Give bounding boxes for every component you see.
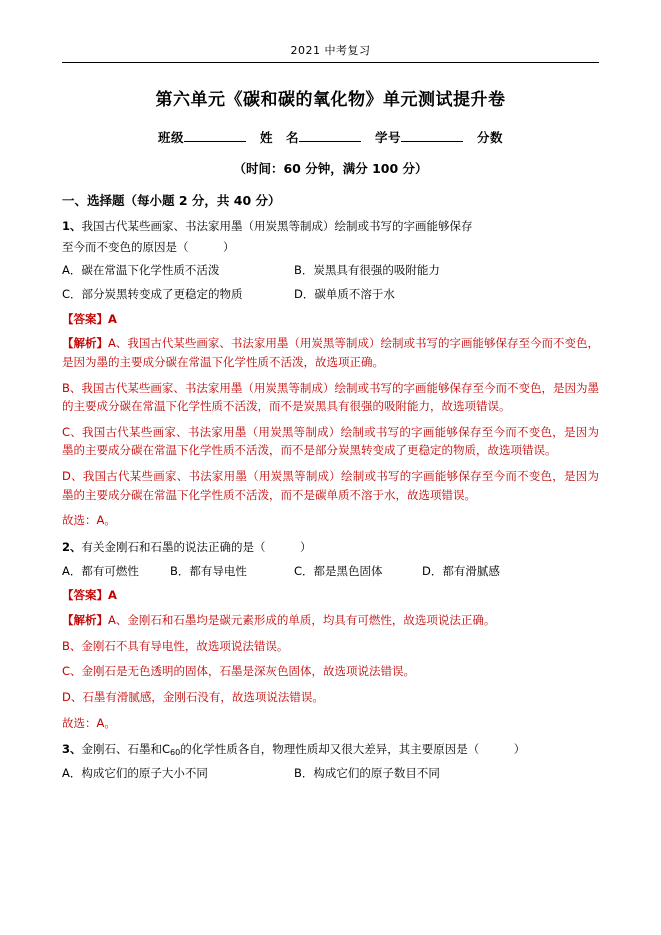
question-2: [62, 539, 599, 556]
question-2-answer-label: 【答案】: [62, 588, 108, 603]
question-3-stem-subscript: 60: [170, 748, 181, 758]
question-1-option-a[interactable]: A．碳在常温下化学性质不活泼: [62, 263, 220, 278]
question-3-stem-prefix: 金刚石、石墨和C: [81, 742, 171, 757]
question-2-option-d[interactable]: D．都有滑腻感: [422, 563, 500, 578]
id-label: 学号: [375, 130, 402, 145]
question-2-analysis-p3: C、金刚石是无色透明的固体，石墨是深灰色固体，故选项说法错误。: [62, 664, 416, 679]
question-2-option-c[interactable]: C．都是黑色固体: [294, 563, 383, 578]
question-1-analysis: [62, 334, 599, 530]
question-1-analysis-text-1: A、我国古代某些画家、书法家用墨（用炭黑等制成）绘制或书写的字画能够保存至今而不变色，是因为墨的主要成分碳在常温下化学性质不活泼，故选项正确。: [62, 336, 599, 369]
question-2-answer-value: A: [108, 588, 117, 603]
question-1-option-c[interactable]: C．部分炭黑转变成了更稳定的物质: [62, 287, 243, 302]
exam-time-line: （时间：60 分钟，满分 100 分）: [233, 161, 428, 176]
question-2-stem: 有关金刚石和石墨的说法正确的是（ ）: [81, 539, 312, 554]
question-2-analysis: [62, 611, 599, 732]
question-1-number: 1、: [62, 219, 82, 233]
class-blank: [184, 141, 246, 142]
question-1-analysis-p4: D、我国古代某些画家、书法家用墨（用炭黑等制成）绘制或书写的字画能够保存至今而不变色，是因为墨的主要成分碳在常温下化学性质不活泼，而不是碳单质不溶于水，故选项错误。: [62, 469, 599, 502]
name-label: 姓 名: [259, 130, 299, 145]
question-1-analysis-p3: C、我国古代某些画家、书法家用墨（用炭黑等制成）绘制或书写的字画能够保存至今而不变色，是因为墨的主要成分碳在常温下化学性质不活泼，而不是部分炭黑转变成了更稳定的物质，故选项错误。: [62, 424, 599, 458]
question-3-option-a[interactable]: A．构成它们的原子大小不同: [62, 765, 208, 780]
question-1-answer-label: 【答案】: [62, 311, 108, 326]
question-2-options-row1: [62, 563, 599, 580]
question-2-analysis-p5: 故选：A。: [62, 715, 116, 730]
question-3-options-row1: [62, 765, 599, 782]
question-2-answer: [62, 587, 599, 604]
question-3-stem-suffix: 的化学性质各自，物理性质却又很大差异，其主要原因是（ ）: [180, 742, 526, 757]
question-2-analysis-p2: B、金刚石不具有导电性，故选项说法错误。: [62, 638, 289, 653]
question-2-analysis-text-1: A、金刚石和石墨均是碳元素形成的单质，均具有可燃性，故选项说法正确。: [108, 613, 496, 627]
question-1-analysis-p5: 故选：A。: [62, 513, 116, 528]
class-label: 班级: [157, 130, 184, 145]
question-1-analysis-p2: B、我国古代某些画家、书法家用墨（用炭黑等制成）绘制或书写的字画能够保存至今而不变色，是因为墨的主要成分碳在常温下化学性质不活泼，而不是炭黑具有很强的吸附能力，故选项错误。: [62, 380, 599, 414]
question-1-options-row2: [62, 286, 599, 303]
question-1-stem-line2-row: [62, 239, 599, 256]
question-2-number: 2、: [62, 539, 82, 554]
question-1: [62, 218, 599, 235]
question-1-analysis-label: 【解析】: [62, 336, 109, 351]
question-3-option-b[interactable]: B．构成它们的原子数目不同: [294, 765, 440, 780]
running-head-text: 2021 中考复习: [290, 44, 371, 57]
question-1-stem-line2: 至今而不变色的原因是（ ）: [62, 239, 235, 254]
question-1-option-d[interactable]: D．碳单质不溶于水: [294, 287, 395, 302]
question-2-option-a[interactable]: A．都有可燃性: [62, 563, 139, 578]
question-1-options-row1: [62, 262, 599, 279]
question-3: [62, 741, 599, 758]
question-1-answer-value: A: [108, 311, 117, 326]
question-2-analysis-p4: D、石墨有滑腻感，金刚石没有，故选项说法错误。: [62, 689, 324, 704]
question-2-analysis-p1: [62, 611, 599, 630]
name-blank: [299, 141, 361, 142]
section-heading: 一、选择题（每小题 2 分，共 40 分）: [62, 193, 281, 208]
question-1-answer: [62, 311, 599, 328]
question-2-option-b[interactable]: B．都有导电性: [170, 563, 247, 578]
question-1-analysis-p1: [62, 334, 599, 371]
question-3-number: 3、: [62, 742, 82, 757]
question-1-stem-line1: 我国古代某些画家、书法家用墨（用炭黑等制成）绘制或书写的字画能够保存: [81, 219, 473, 233]
header-divider: [62, 62, 599, 63]
running-head: [62, 0, 599, 63]
id-blank: [401, 141, 463, 142]
question-2-analysis-label: 【解析】: [62, 613, 108, 627]
score-label: 分数: [477, 130, 504, 145]
question-1-option-b[interactable]: B．炭黑具有很强的吸附能力: [294, 263, 440, 278]
student-info-line: [62, 128, 599, 146]
page-title: 第六单元《碳和碳的氧化物》单元测试提升卷: [155, 90, 506, 110]
